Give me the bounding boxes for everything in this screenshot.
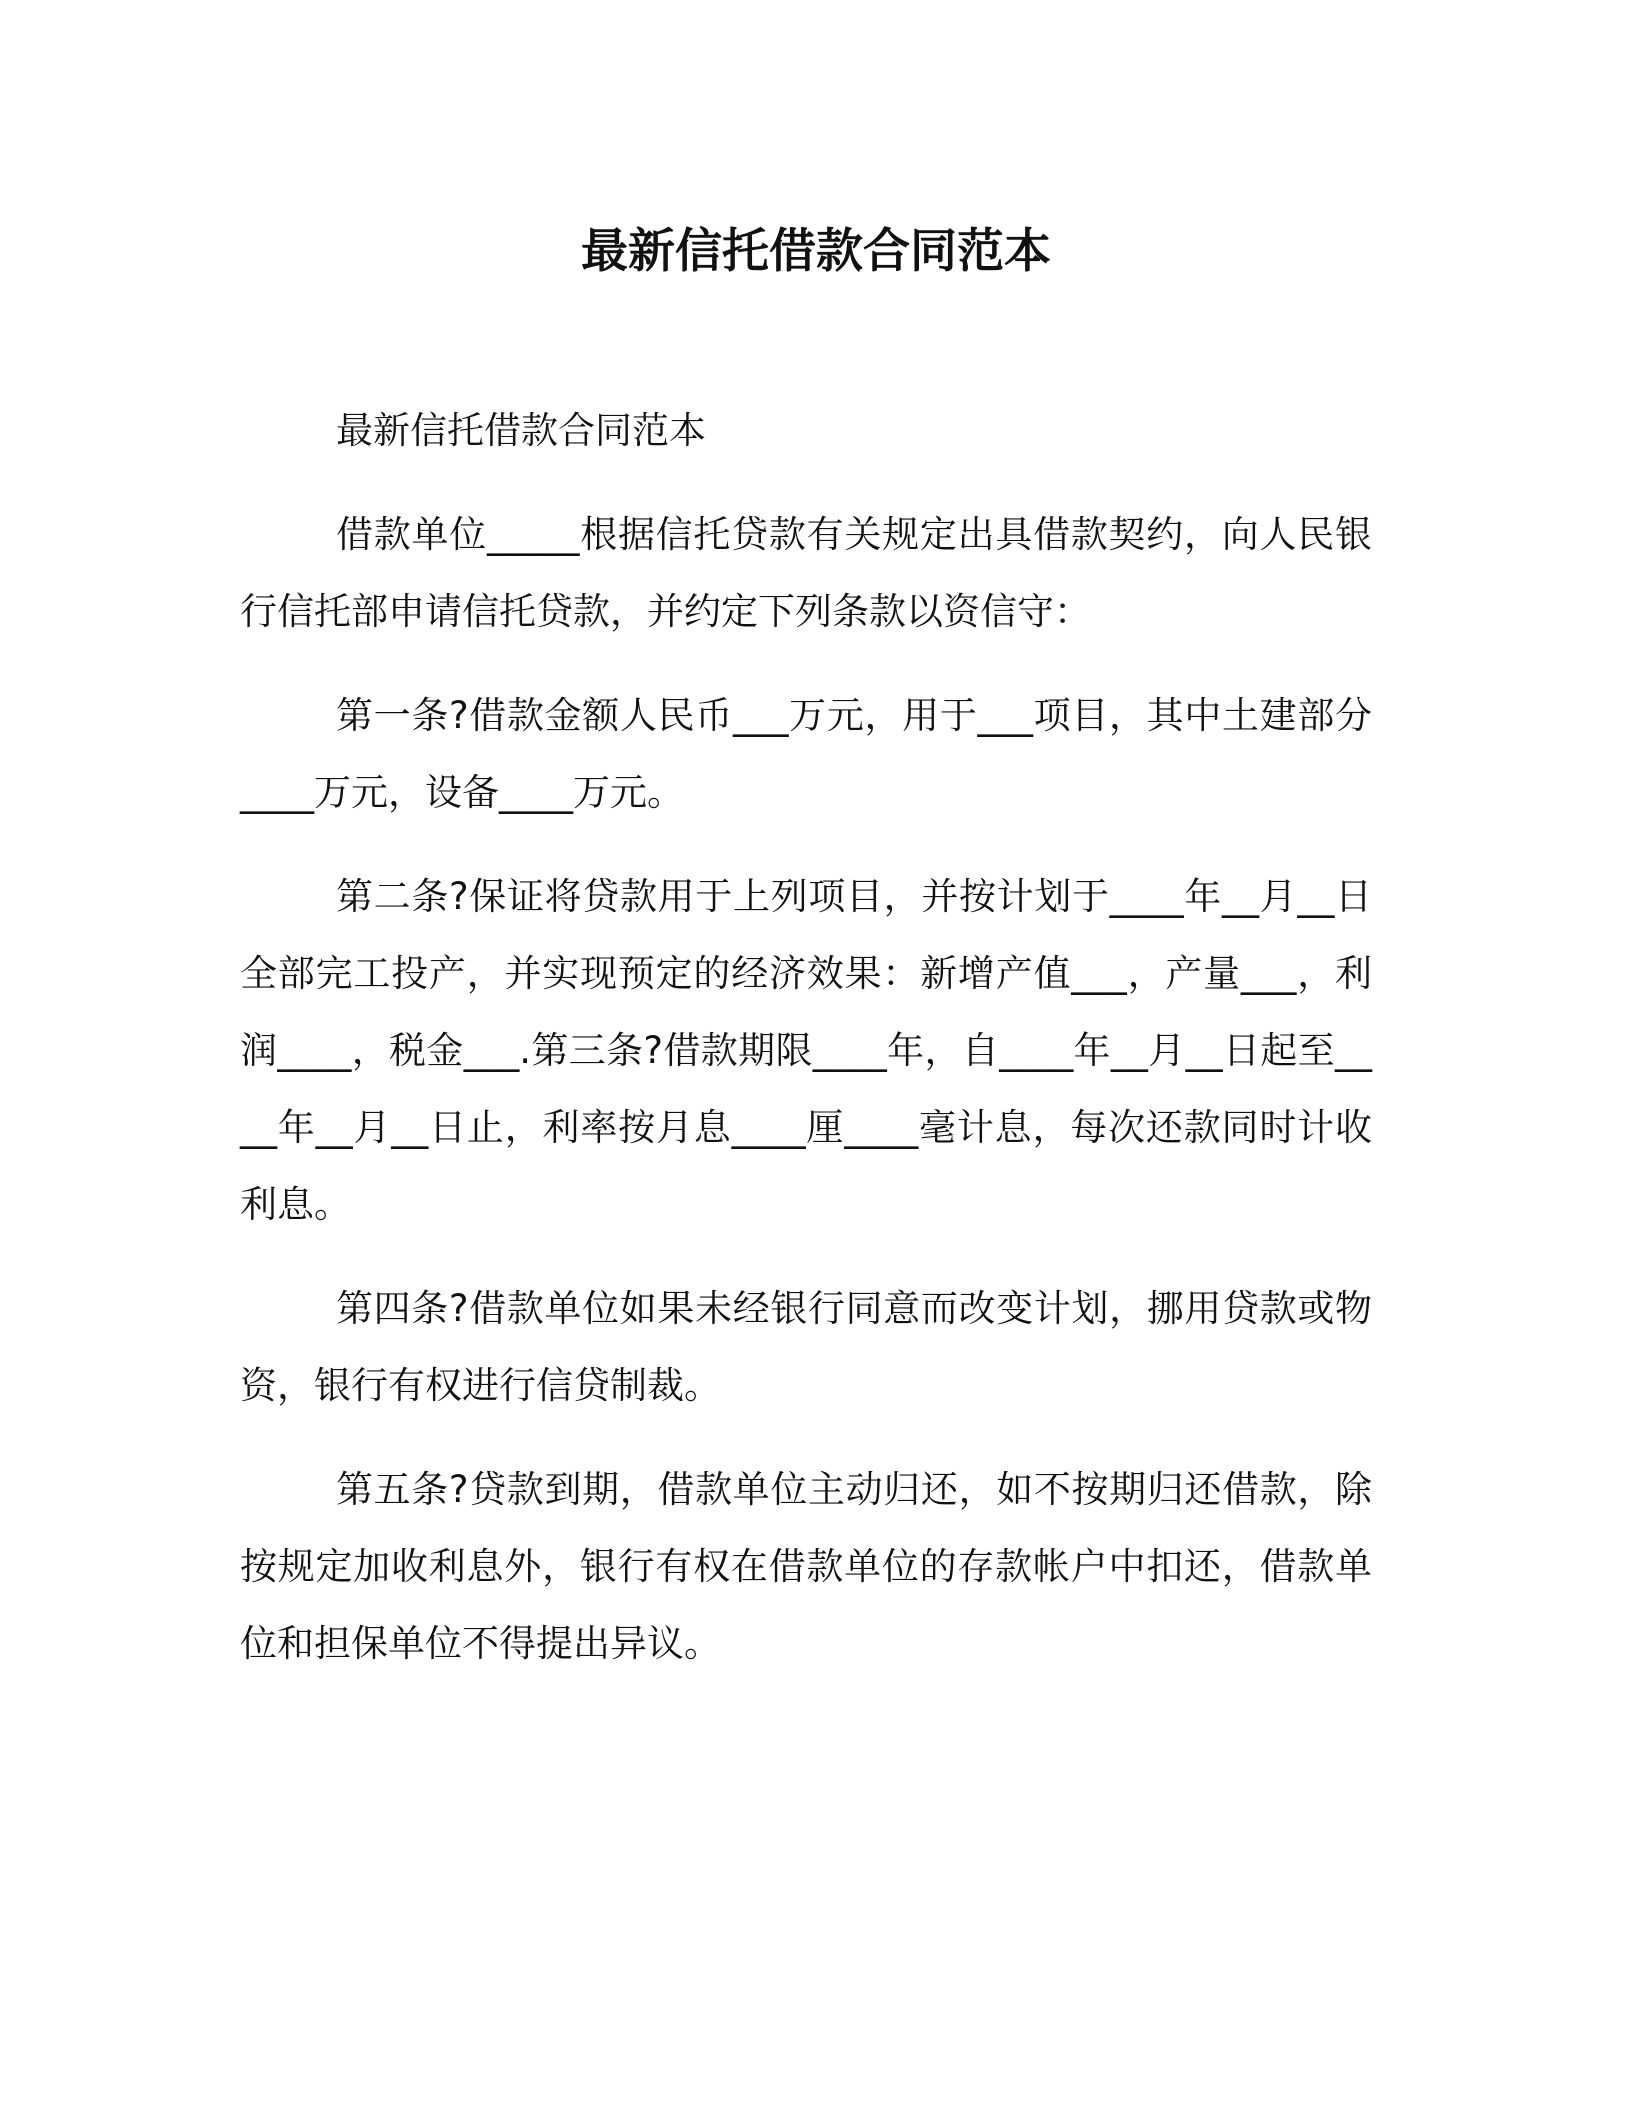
paragraph-article-4: 第四条?借款单位如果未经银行同意而改变计划，挪用贷款或物资，银行有权进行信贷制裁。 xyxy=(240,1287,1372,1407)
document-title: 最新信托借款合同范本 xyxy=(581,224,1051,279)
document-body xyxy=(240,392,1372,1709)
paragraph-article-1: 第一条?借款金额人民币___万元，用于___项目，其中土建部分____万元，设备____万元。 xyxy=(240,694,1372,814)
paragraph-preamble: 借款单位_____根据信托贷款有关规定出具借款契约，向人民银行信托部申请信托贷款，并约定下列条款以资信守： xyxy=(240,513,1372,633)
paragraph-article-2-3: 第二条?保证将贷款用于上列项目，并按计划于____年__月__日全部完工投产，并实现预定的经济效果：新增产值___，产量___，利润____，税金___.第三条?借款期限____年，自____年__月__日起至____年__月__日止，利率按月息____厘____毫计息，每次还款同时计收利息。 xyxy=(240,875,1372,1226)
paragraph-subtitle: 最新信托借款合同范本 xyxy=(336,409,706,452)
paragraph-article-5: 第五条?贷款到期，借款单位主动归还，如不按期归还借款，除按规定加收利息外，银行有权在借款单位的存款帐户中扣还，借款单位和担保单位不得提出异议。 xyxy=(240,1468,1372,1665)
